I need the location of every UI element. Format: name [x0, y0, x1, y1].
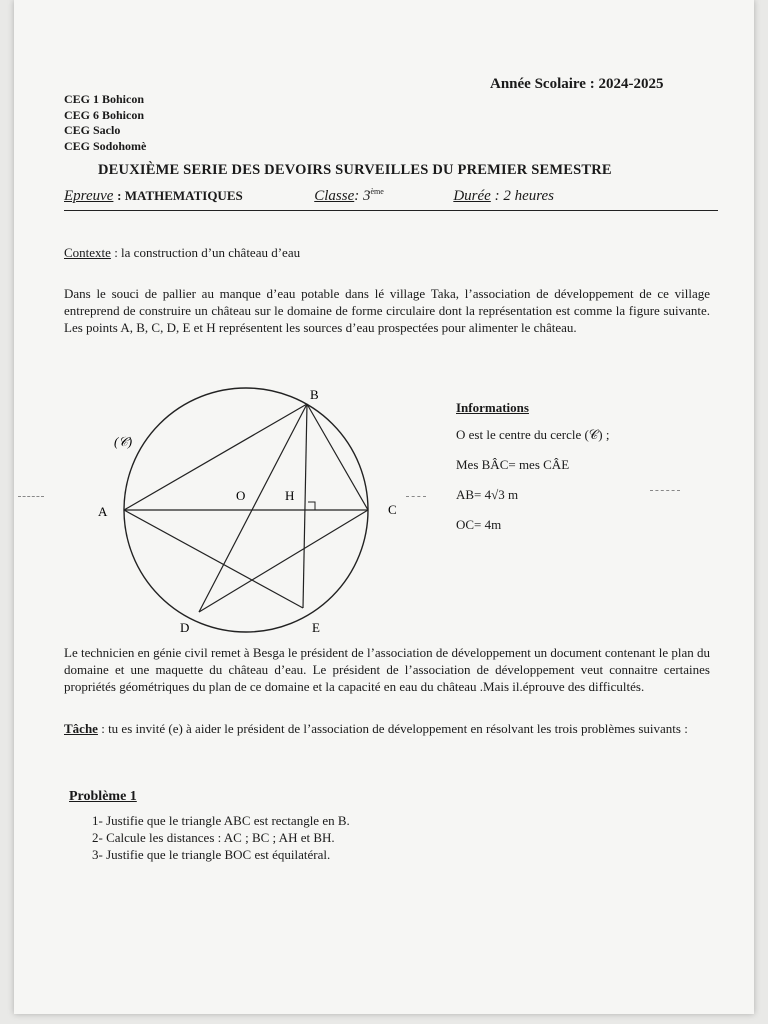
- school-list: [64, 92, 146, 154]
- point-h-label: H: [285, 488, 295, 503]
- classe-label: Classe: [314, 188, 355, 204]
- point-e-label: E: [312, 620, 320, 635]
- point-o-label: O: [236, 488, 246, 503]
- info-line: Mes BÂC= mes CÂE: [456, 457, 570, 472]
- info-line: OC= 4m: [456, 517, 502, 532]
- circle-label: (𝒞): [114, 434, 133, 449]
- school-name: CEG 1 Bohicon: [64, 92, 145, 106]
- task-text: : tu es invité (e) à aider le président de l’association de développement en résolvant les trois problèmes suivants :: [97, 721, 688, 736]
- school-name: CEG 6 Bohicon: [64, 107, 145, 122]
- margin-mark: [406, 496, 426, 497]
- point-b-label: B: [310, 387, 319, 402]
- segment-bc: [307, 404, 368, 510]
- subject-line: [64, 187, 554, 205]
- duree-value: : 2 heures: [494, 188, 555, 204]
- informations-heading: Informations: [456, 400, 529, 415]
- margin-mark: [18, 496, 44, 497]
- duree-label: Durée: [453, 188, 491, 204]
- task-label: Tâche: [64, 721, 98, 736]
- epreuve-label: Epreuve: [64, 188, 114, 204]
- segment-be: [303, 404, 307, 608]
- info-line: O est le centre du cercle (𝒞) ;: [456, 427, 610, 442]
- exam-title: DEUXIÈME SERIE DES DEVOIRS SURVEILLES DU PREMIER SEMESTRE: [98, 162, 612, 178]
- header-rule: [64, 210, 718, 211]
- circle-figure: [74, 380, 414, 640]
- school-name: CEG Saclo: [64, 123, 121, 137]
- info-line: AB= 4√3 m: [456, 487, 519, 502]
- situation-paragraph: Le technicien en génie civil remet à Besga le président de l’association de développement un document contenant le plan du domaine et une maquette du château d’eau. Le président de l’association de développement veut connaitre certaines propriétés géométriques du plan de ce domaine et la capacité en eau du château .Mais il.éprouve des difficultés.: [64, 645, 710, 694]
- context-label: Contexte: [64, 245, 111, 260]
- margin-mark: [650, 490, 680, 491]
- segment-ae: [124, 510, 303, 608]
- school-name: CEG Sodohomè: [64, 138, 147, 153]
- problem1-title: Problème 1: [69, 789, 137, 804]
- point-a-label: A: [98, 504, 108, 519]
- point-c-label: C: [388, 502, 397, 517]
- question-item: 1- Justifie que le triangle ABC est rectangle en B.: [92, 813, 350, 828]
- task-paragraph: [64, 720, 710, 737]
- context-text: : la construction d’un château d’eau: [110, 245, 301, 260]
- right-angle-mark: [308, 502, 315, 510]
- classe-value: : 3: [354, 188, 371, 204]
- problem1-questions: [92, 812, 350, 863]
- intro-paragraph: Dans le souci de pallier au manque d’eau potable dans lé village Taka, l’association de développement de ce village entreprend de construire un château sur le domaine de forme circulaire dont la représentation est comme la figure suivante. Les points A, B, C, D, E et H représentent les sources d’eau prospectées pour alimenter le château.: [64, 286, 710, 335]
- exam-sheet: [14, 0, 754, 1014]
- question-item: 2- Calcule les distances : AC ; BC ; AH et BH.: [92, 830, 335, 845]
- classe-sup: ème: [370, 187, 384, 196]
- question-item: 3- Justifie que le triangle BOC est équilatéral.: [92, 847, 331, 862]
- epreuve-value: : MATHEMATIQUES: [117, 188, 243, 203]
- context-line: [64, 245, 300, 261]
- point-d-label: D: [180, 620, 190, 635]
- school-year: Année Scolaire : 2024-2025: [490, 76, 664, 92]
- informations-box: [456, 400, 609, 547]
